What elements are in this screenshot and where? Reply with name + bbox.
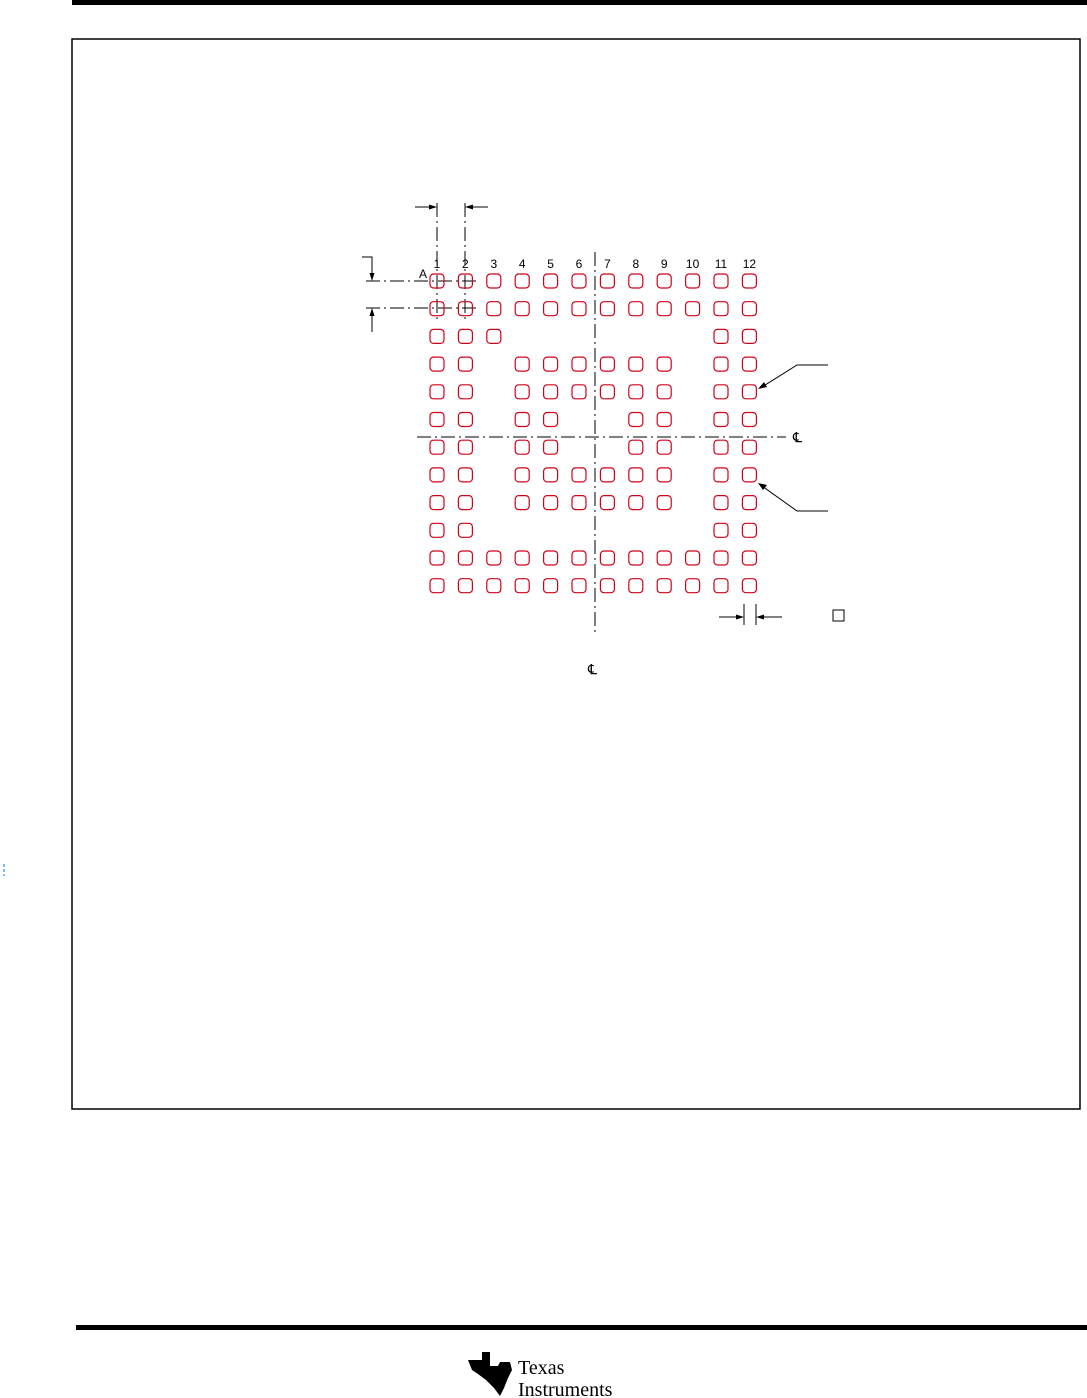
pad-r8-c6 bbox=[572, 468, 586, 482]
pad-r5-c8 bbox=[629, 385, 643, 399]
pad-r9-c6 bbox=[572, 496, 586, 510]
pad-r4-c2 bbox=[458, 357, 472, 371]
pad-r5-c5 bbox=[544, 385, 558, 399]
pad-r3-c1 bbox=[430, 329, 444, 343]
pad-r12-c7 bbox=[600, 579, 614, 593]
pad-r9-c2 bbox=[458, 496, 472, 510]
pad-r5-c4 bbox=[515, 385, 529, 399]
pad-r11-c3 bbox=[487, 551, 501, 565]
pad-width-dimension bbox=[719, 604, 844, 625]
pad-r10-c12 bbox=[742, 523, 756, 537]
pad-r3-c3 bbox=[487, 329, 501, 343]
pad-r11-c9 bbox=[657, 551, 671, 565]
pad-r5-c2 bbox=[458, 385, 472, 399]
column-label-11: 11 bbox=[714, 257, 728, 271]
leader-lower bbox=[758, 483, 828, 511]
pad-r4-c4 bbox=[515, 357, 529, 371]
row-label-a: A bbox=[419, 267, 428, 281]
pad-r4-c1 bbox=[430, 357, 444, 371]
pad-r8-c2 bbox=[458, 468, 472, 482]
row-pitch-dimension bbox=[362, 257, 375, 332]
pad-r7-c2 bbox=[458, 440, 472, 454]
column-label-5: 5 bbox=[547, 257, 554, 271]
pad-r6-c11 bbox=[714, 413, 728, 427]
pad-r11-c2 bbox=[458, 551, 472, 565]
pad-r12-c9 bbox=[657, 579, 671, 593]
pad-r9-c12 bbox=[742, 496, 756, 510]
pad-r5-c6 bbox=[572, 385, 586, 399]
pad-r11-c1 bbox=[430, 551, 444, 565]
pad-r9-c11 bbox=[714, 496, 728, 510]
pad-r11-c6 bbox=[572, 551, 586, 565]
pad-r7-c12 bbox=[742, 440, 756, 454]
pad-r4-c8 bbox=[629, 357, 643, 371]
pad-r7-c9 bbox=[657, 440, 671, 454]
column-label-1: 1 bbox=[433, 257, 441, 271]
pad-r5-c1 bbox=[430, 385, 444, 399]
pad-r5-c7 bbox=[600, 385, 614, 399]
pad-r12-c5 bbox=[544, 579, 558, 593]
pad-array bbox=[430, 274, 756, 593]
drawing-frame bbox=[72, 39, 1080, 1109]
bottom-rule bbox=[76, 1325, 1087, 1330]
pad-r1-c11 bbox=[714, 274, 728, 288]
pad-r12-c10 bbox=[686, 579, 700, 593]
pad-r2-c10 bbox=[686, 302, 700, 316]
pad-r1-c8 bbox=[629, 274, 643, 288]
pad-r11-c11 bbox=[714, 551, 728, 565]
pad-r2-c3 bbox=[487, 302, 501, 316]
pad-r4-c11 bbox=[714, 357, 728, 371]
pad-r2-c9 bbox=[657, 302, 671, 316]
pad-r6-c9 bbox=[657, 413, 671, 427]
pad-r12-c2 bbox=[458, 579, 472, 593]
column-label-3: 3 bbox=[490, 257, 498, 271]
pad-r12-c12 bbox=[742, 579, 756, 593]
pad-r10-c2 bbox=[458, 523, 472, 537]
pad-r12-c1 bbox=[430, 579, 444, 593]
pad-r12-c8 bbox=[629, 579, 643, 593]
pad-r4-c7 bbox=[600, 357, 614, 371]
logo-line-2: Instruments bbox=[518, 1379, 613, 1398]
pad-r6-c2 bbox=[458, 413, 472, 427]
pad-r1-c6 bbox=[572, 274, 586, 288]
pad-r9-c1 bbox=[430, 496, 444, 510]
pad-r11-c7 bbox=[600, 551, 614, 565]
pad-r2-c8 bbox=[629, 302, 643, 316]
pad-r8-c12 bbox=[742, 468, 756, 482]
pad-r7-c1 bbox=[430, 440, 444, 454]
pad-r10-c11 bbox=[714, 523, 728, 537]
texas-state-icon bbox=[468, 1352, 512, 1396]
pad-r2-c6 bbox=[572, 302, 586, 316]
pad-r5-c11 bbox=[714, 385, 728, 399]
pad-r11-c5 bbox=[544, 551, 558, 565]
pad-r4-c5 bbox=[544, 357, 558, 371]
column-label-12: 12 bbox=[742, 257, 757, 271]
centerline-symbol-horizontal: ℄ bbox=[793, 429, 802, 445]
pad-r7-c8 bbox=[629, 440, 643, 454]
top-rule bbox=[72, 0, 1087, 5]
pad-r11-c12 bbox=[742, 551, 756, 565]
pad-r2-c4 bbox=[515, 302, 529, 316]
pad-r4-c6 bbox=[572, 357, 586, 371]
pad-r9-c5 bbox=[544, 496, 558, 510]
pad-r8-c1 bbox=[430, 468, 444, 482]
pad-r1-c4 bbox=[515, 274, 529, 288]
centerline-symbol-vertical: ℄ bbox=[588, 661, 597, 677]
column-label-8: 8 bbox=[632, 257, 640, 271]
pad-r9-c4 bbox=[515, 496, 529, 510]
pad-r11-c4 bbox=[515, 551, 529, 565]
column-label-6: 6 bbox=[575, 257, 583, 271]
pad-r8-c11 bbox=[714, 468, 728, 482]
pad-r12-c3 bbox=[487, 579, 501, 593]
pad-r2-c11 bbox=[714, 302, 728, 316]
pad-r8-c7 bbox=[600, 468, 614, 482]
pad-r1-c9 bbox=[657, 274, 671, 288]
pad-r1-c10 bbox=[686, 274, 700, 288]
pad-r12-c6 bbox=[572, 579, 586, 593]
logo-line-1: Texas bbox=[518, 1357, 565, 1379]
pad-r3-c12 bbox=[742, 329, 756, 343]
pad-r7-c4 bbox=[515, 440, 529, 454]
pad-r1-c7 bbox=[600, 274, 614, 288]
pad-r9-c9 bbox=[657, 496, 671, 510]
pad-r6-c8 bbox=[629, 413, 643, 427]
leader-upper bbox=[758, 365, 828, 389]
pad-r6-c12 bbox=[742, 413, 756, 427]
pad-r1-c12 bbox=[742, 274, 756, 288]
pad-r11-c8 bbox=[629, 551, 643, 565]
column-label-10: 10 bbox=[685, 257, 700, 271]
pad-r4-c12 bbox=[742, 357, 756, 371]
pad-r5-c9 bbox=[657, 385, 671, 399]
pad-r6-c5 bbox=[544, 413, 558, 427]
pad-r6-c1 bbox=[430, 413, 444, 427]
pad-r2-c12 bbox=[742, 302, 756, 316]
pad-r7-c5 bbox=[544, 440, 558, 454]
pad-r3-c11 bbox=[714, 329, 728, 343]
pad-r1-c5 bbox=[544, 274, 558, 288]
pad-r11-c10 bbox=[686, 551, 700, 565]
pad-r9-c7 bbox=[600, 496, 614, 510]
pad-r5-c12 bbox=[742, 385, 756, 399]
pad-r12-c4 bbox=[515, 579, 529, 593]
pad-r4-c9 bbox=[657, 357, 671, 371]
column-label-4: 4 bbox=[518, 257, 526, 271]
pad-r12-c11 bbox=[714, 579, 728, 593]
pad-r10-c1 bbox=[430, 523, 444, 537]
column-label-9: 9 bbox=[660, 257, 668, 271]
pad-r2-c7 bbox=[600, 302, 614, 316]
pad-r6-c4 bbox=[515, 413, 529, 427]
pad-r8-c4 bbox=[515, 468, 529, 482]
pad-r8-c8 bbox=[629, 468, 643, 482]
column-label-7: 7 bbox=[604, 257, 611, 271]
pad-r1-c3 bbox=[487, 274, 501, 288]
column-label-2: 2 bbox=[462, 257, 469, 271]
pad-r8-c5 bbox=[544, 468, 558, 482]
square-symbol bbox=[833, 610, 844, 621]
pad-r2-c5 bbox=[544, 302, 558, 316]
pad-r3-c2 bbox=[458, 329, 472, 343]
pad-r7-c11 bbox=[714, 440, 728, 454]
pad-r9-c8 bbox=[629, 496, 643, 510]
pad-r8-c9 bbox=[657, 468, 671, 482]
ti-logo bbox=[468, 1352, 613, 1398]
column-pitch-dimension bbox=[415, 205, 488, 210]
